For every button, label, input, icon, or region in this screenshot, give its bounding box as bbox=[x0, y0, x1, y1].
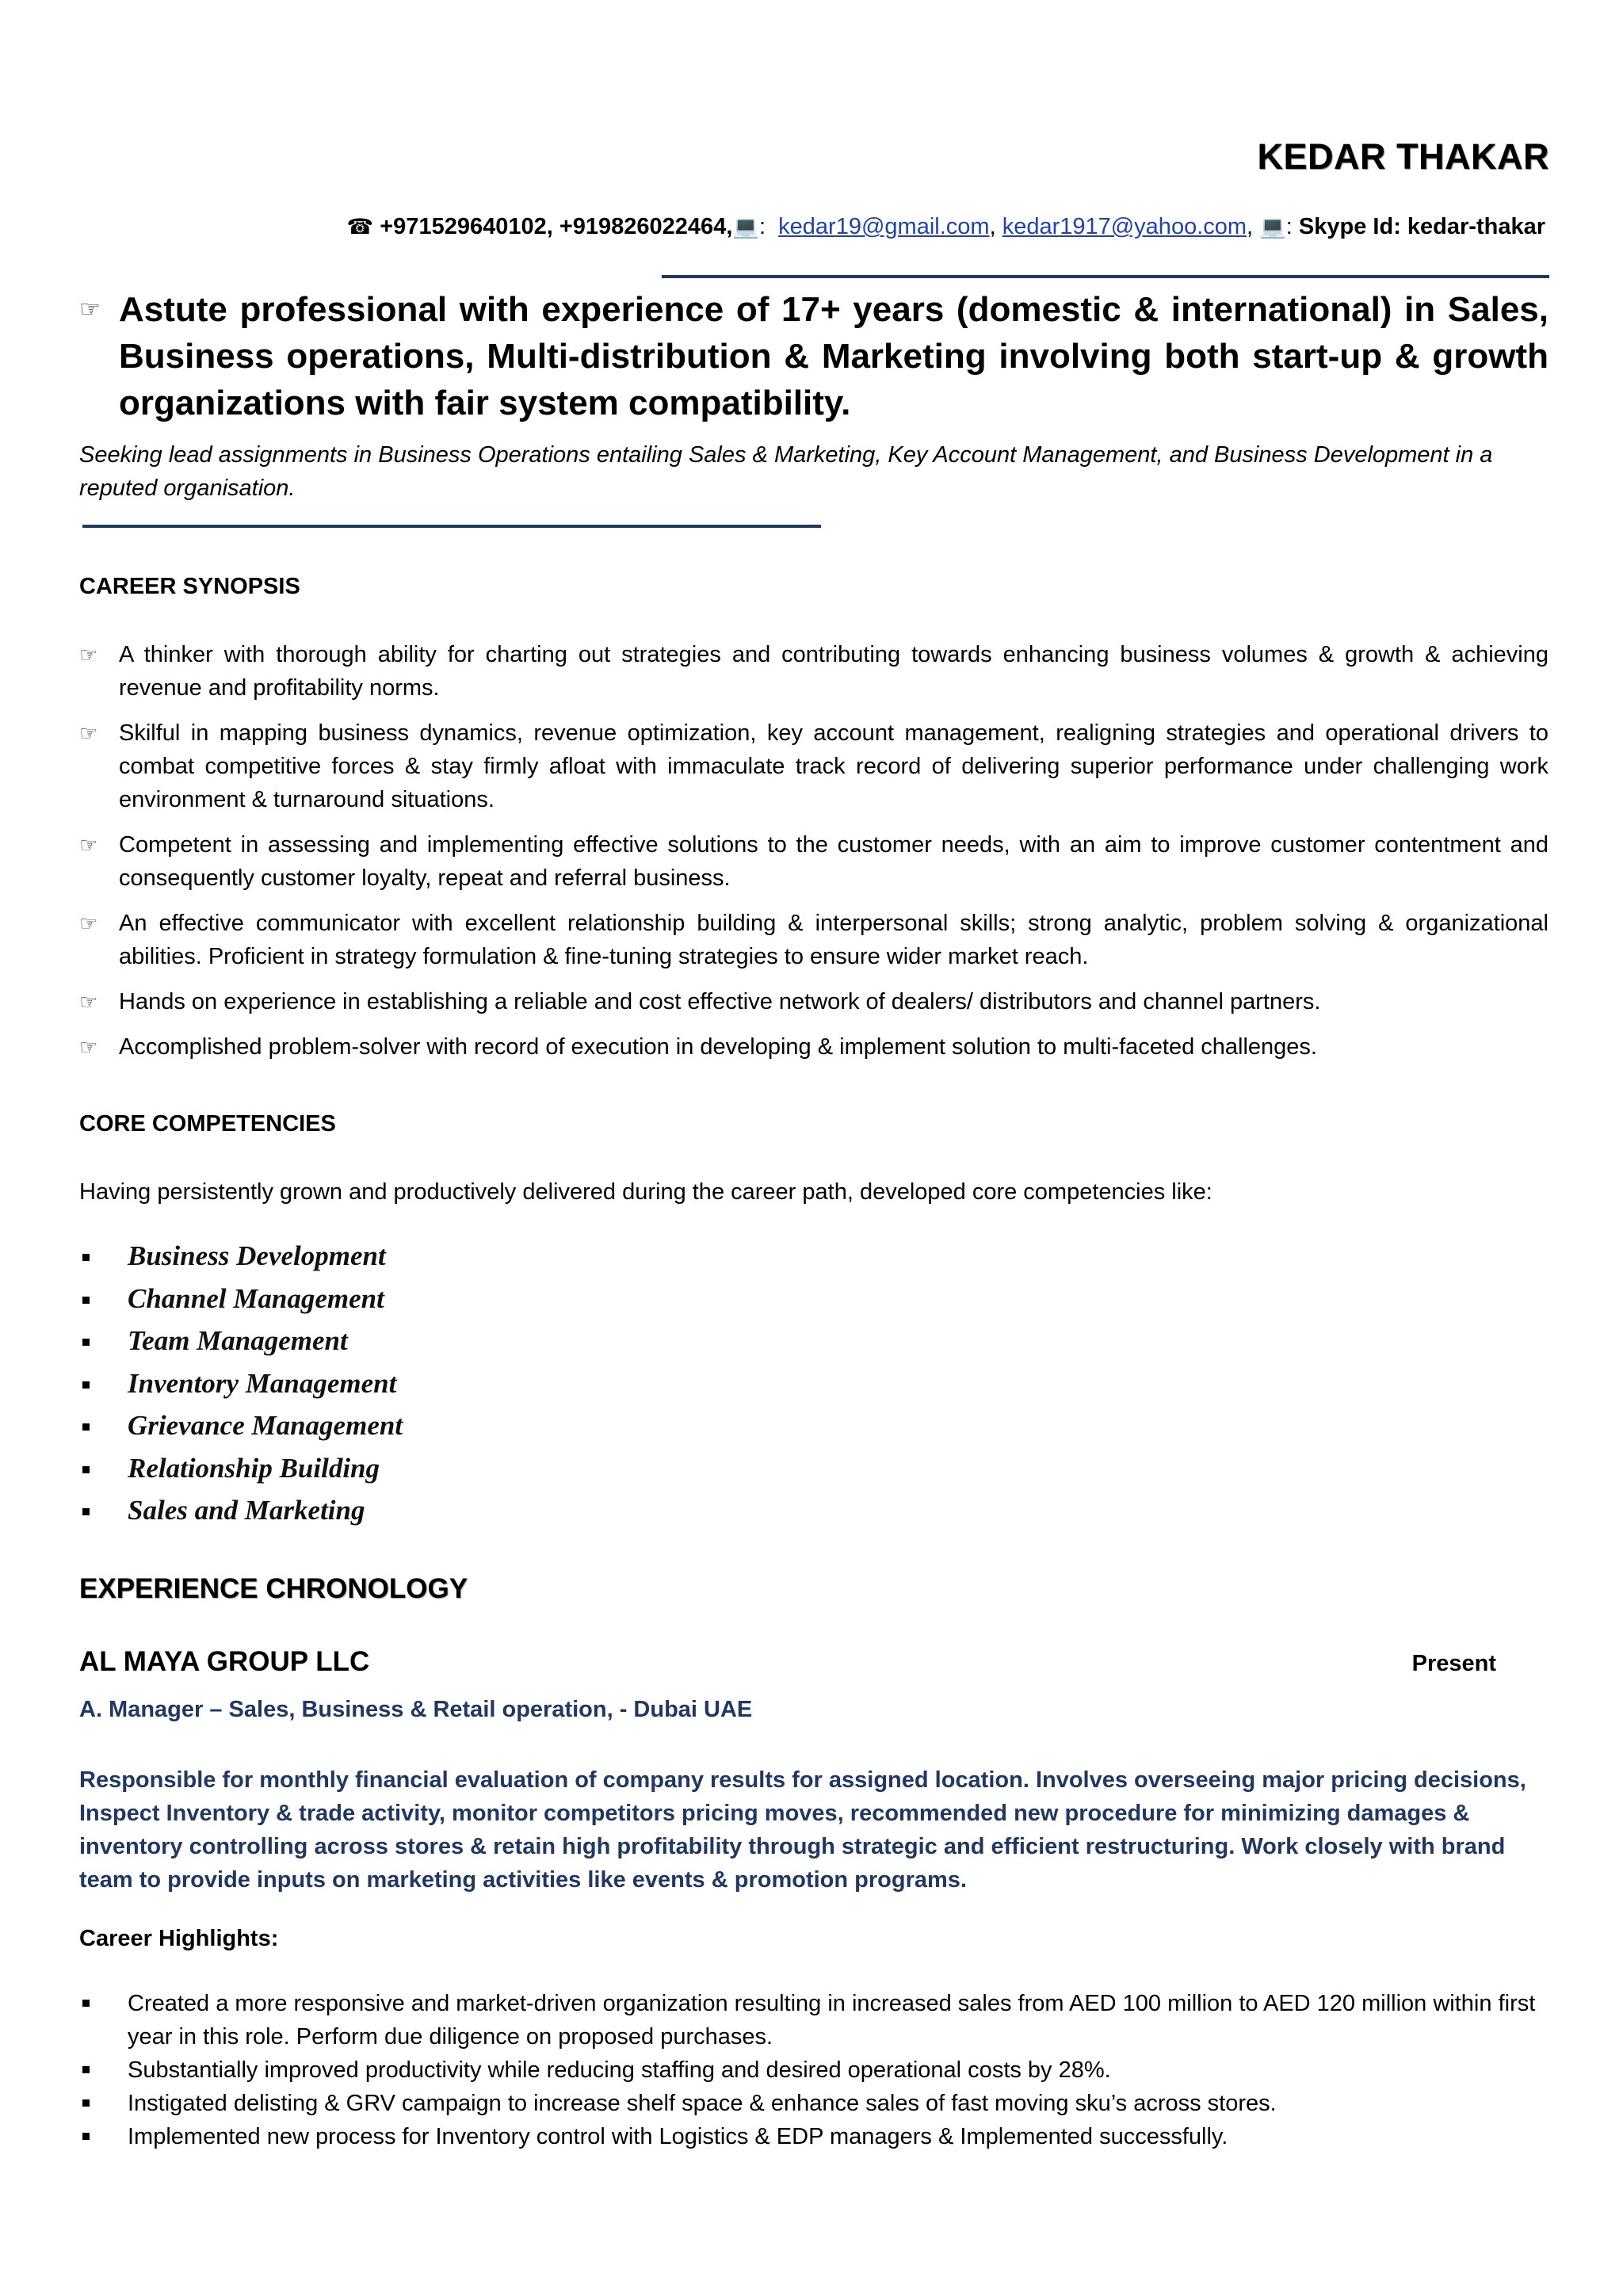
summary-headline bbox=[79, 286, 1549, 426]
skype-id: Skype Id: kedar-thakar bbox=[1298, 214, 1545, 239]
pointing-hand-icon: ☞ bbox=[79, 833, 98, 857]
laptop-icon: 💻 bbox=[732, 215, 759, 239]
list-item: Channel Management bbox=[79, 1283, 403, 1326]
pointing-hand-icon: ☞ bbox=[79, 721, 98, 745]
core-competencies-list bbox=[79, 1240, 403, 1538]
square-bullet-icon bbox=[82, 2133, 90, 2140]
core-competencies-heading: CORE COMPETENCIES bbox=[79, 1111, 336, 1137]
career-synopsis-heading: CAREER SYNOPSIS bbox=[79, 574, 300, 599]
list-item: Implemented new process for Inventory control with Logistics & EDP managers & Implemented successfully. bbox=[79, 2120, 1549, 2153]
job-responsibility: Responsible for monthly financial evaluation of company results for assigned location. Involves overseeing major pricing decisions, Inspect Inventory & trade activity, monitor competitors pricing moves, recommended new procedure for minimizing damages & inventory controlling across stores & retain high profitability through strategic and efficient restructuring. Work closely with brand team to provide inputs on marketing activities like events & promotion programs. bbox=[79, 1767, 1526, 1893]
header-divider bbox=[662, 275, 1549, 278]
pointing-hand-icon: ☞ bbox=[79, 911, 98, 935]
list-item: ☞ Skilful in mapping business dynamics, revenue optimization, key account management, realigning strategies and operational drivers to combat competitive forces & stay firmly afloat with immaculate track record of delivering superior performance under challenging work environment & turnaround situations. bbox=[79, 716, 1549, 816]
list-item: ☞ A thinker with thorough ability for charting out strategies and contributing towards enhancing business volumes & growth & achieving revenue and profitability norms. bbox=[79, 638, 1549, 705]
email-link-gmail[interactable]: kedar19@gmail.com bbox=[778, 214, 990, 239]
pointing-hand-icon: ☞ bbox=[79, 643, 98, 667]
square-bullet-icon bbox=[82, 1508, 90, 1515]
summary-headline-text: Astute professional with experience of 17+ years (domestic & international) in Sales, Business operations, Multi-distribution & Marketing involving both start-up & growth organizations with fair system compatibility. bbox=[119, 290, 1549, 422]
list-item: ☞ An effective communicator with excellent relationship building & interpersonal skills; strong analytic, problem solving & organizational abilities. Proficient in strategy formulation & fine-tuning strategies to ensure wider market reach. bbox=[79, 907, 1549, 973]
list-item: Sales and Marketing bbox=[79, 1495, 403, 1538]
square-bullet-icon bbox=[82, 1254, 90, 1261]
pointing-hand-icon: ☞ bbox=[79, 296, 101, 323]
square-bullet-icon bbox=[82, 1339, 90, 1346]
list-item: Substantially improved productivity while reducing staffing and desired operational costs by 28%. bbox=[79, 2053, 1549, 2087]
career-objective: Seeking lead assignments in Business Operations entailing Sales & Marketing, Key Account Management, and Business Development in a reputed organisation. bbox=[79, 442, 1493, 501]
list-item: Inventory Management bbox=[79, 1368, 403, 1411]
list-item: ☞ Competent in assessing and implementing effective solutions to the customer needs, with an aim to improve customer contentment and consequently customer loyalty, repeat and referral business. bbox=[79, 828, 1549, 895]
list-item: ☞ Hands on experience in establishing a reliable and cost effective network of dealers/ distributors and channel partners. bbox=[79, 985, 1549, 1018]
job-role: A. Manager – Sales, Business & Retail operation, - Dubai UAE bbox=[79, 1697, 753, 1722]
laptop-icon: 💻 bbox=[1259, 215, 1286, 239]
list-item: Instigated delisting & GRV campaign to increase shelf space & enhance sales of fast moving sku’s across stores. bbox=[79, 2087, 1549, 2120]
contact-line: ☎ +971529640102, +919826022464,💻: kedar19@gmail.com, kedar1917@yahoo.com, 💻: Skype Id: kedar-thakar bbox=[346, 214, 1545, 239]
square-bullet-icon bbox=[82, 1423, 90, 1431]
company-name: AL MAYA GROUP LLC bbox=[79, 1646, 370, 1677]
career-highlights-list bbox=[79, 1987, 1549, 2153]
list-item: ☞ Accomplished problem-solver with record of execution in developing & implement solution to multi-faceted challenges. bbox=[79, 1030, 1549, 1064]
candidate-name: KEDAR THAKAR bbox=[1257, 136, 1549, 177]
employment-period: Present bbox=[1411, 1651, 1496, 1676]
square-bullet-icon bbox=[82, 1381, 90, 1389]
list-item: Relationship Building bbox=[79, 1453, 403, 1496]
email-link-yahoo[interactable]: kedar1917@yahoo.com bbox=[1002, 214, 1247, 239]
experience-heading: EXPERIENCE CHRONOLOGY bbox=[79, 1573, 468, 1604]
square-bullet-icon bbox=[82, 2000, 90, 2007]
list-item: Team Management bbox=[79, 1325, 403, 1368]
square-bullet-icon bbox=[82, 1297, 90, 1304]
core-competencies-intro: Having persistently grown and productively delivered during the career path, developed core competencies like: bbox=[79, 1179, 1212, 1205]
list-item: Grievance Management bbox=[79, 1410, 403, 1453]
career-highlights-heading: Career Highlights: bbox=[79, 1926, 279, 1951]
summary-divider bbox=[82, 525, 821, 528]
square-bullet-icon bbox=[82, 1466, 90, 1473]
pointing-hand-icon: ☞ bbox=[79, 990, 98, 1014]
list-item: Business Development bbox=[79, 1240, 403, 1283]
square-bullet-icon bbox=[82, 2099, 90, 2107]
phone-icon: ☎ bbox=[346, 215, 374, 239]
pointing-hand-icon: ☞ bbox=[79, 1035, 98, 1059]
square-bullet-icon bbox=[82, 2066, 90, 2073]
career-synopsis-list bbox=[79, 638, 1549, 1075]
phone-numbers: +971529640102, +919826022464, bbox=[380, 214, 733, 239]
list-item: Created a more responsive and market-driven organization resulting in increased sales from AED 100 million to AED 120 million within first year in this role. Perform due diligence on proposed purchases. bbox=[79, 1987, 1549, 2053]
